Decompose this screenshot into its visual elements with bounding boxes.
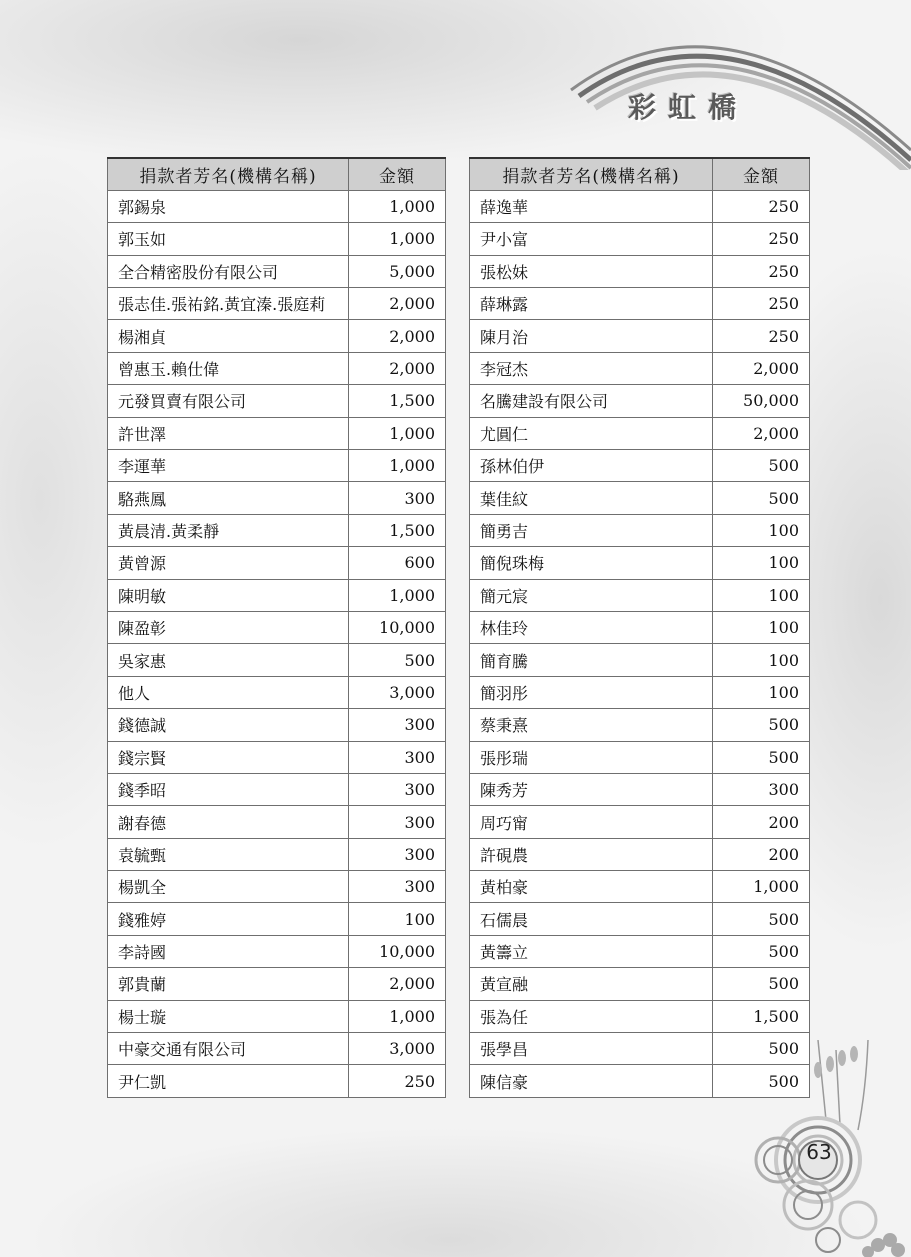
donation-amount-cell: 1,000 — [349, 417, 446, 449]
table-row — [108, 1033, 446, 1065]
table-row — [470, 450, 810, 482]
table-row — [470, 709, 810, 741]
table-row — [470, 547, 810, 579]
donation-amount-cell: 250 — [713, 190, 810, 222]
donation-amount-cell: 500 — [713, 741, 810, 773]
donor-name-cell: 黃宣融 — [470, 968, 713, 1000]
column-header-name: 捐款者芳名(機構名稱) — [108, 158, 349, 190]
table-row — [108, 547, 446, 579]
donor-name-cell: 陳信豪 — [470, 1065, 713, 1097]
table-row — [470, 806, 810, 838]
table-row — [470, 935, 810, 967]
donation-amount-cell: 300 — [349, 741, 446, 773]
donation-amount-cell: 200 — [713, 838, 810, 870]
donation-amount-cell: 100 — [713, 611, 810, 643]
column-header-amount: 金額 — [349, 158, 446, 190]
table-row — [470, 968, 810, 1000]
donor-name-cell: 謝春德 — [108, 806, 349, 838]
donor-name-cell: 薛逸華 — [470, 190, 713, 222]
donor-name-cell: 簡羽彤 — [470, 676, 713, 708]
table-row — [108, 223, 446, 255]
donation-amount-cell: 1,000 — [349, 579, 446, 611]
table-row — [108, 450, 446, 482]
donor-name-cell: 簡元宸 — [470, 579, 713, 611]
donor-name-cell: 郭錫泉 — [108, 190, 349, 222]
donation-amount-cell: 200 — [713, 806, 810, 838]
donation-amount-cell: 300 — [349, 838, 446, 870]
donation-amount-cell: 300 — [349, 871, 446, 903]
table-row — [470, 255, 810, 287]
donation-amount-cell: 100 — [349, 903, 446, 935]
column-header-amount: 金額 — [713, 158, 810, 190]
donor-name-cell: 黃籌立 — [470, 935, 713, 967]
table-row — [470, 741, 810, 773]
donor-name-cell: 許世澤 — [108, 417, 349, 449]
table-row — [108, 741, 446, 773]
table-row — [108, 579, 446, 611]
donor-name-cell: 袁毓甄 — [108, 838, 349, 870]
table-row — [108, 709, 446, 741]
donation-amount-cell: 1,500 — [713, 1000, 810, 1032]
donor-name-cell: 郭貴蘭 — [108, 968, 349, 1000]
donation-amount-cell: 250 — [713, 288, 810, 320]
donor-name-cell: 錢德誠 — [108, 709, 349, 741]
table-header-row — [470, 158, 810, 190]
donation-amount-cell: 100 — [713, 547, 810, 579]
donation-amount-cell: 2,000 — [349, 968, 446, 1000]
donor-name-cell: 蔡秉熹 — [470, 709, 713, 741]
donor-name-cell: 張學昌 — [470, 1033, 713, 1065]
donation-amount-cell: 300 — [349, 773, 446, 805]
table-row — [470, 190, 810, 222]
donation-amount-cell: 250 — [713, 223, 810, 255]
donor-name-cell: 簡倪珠梅 — [470, 547, 713, 579]
table-row — [470, 320, 810, 352]
donor-name-cell: 陳月治 — [470, 320, 713, 352]
donation-amount-cell: 500 — [713, 903, 810, 935]
table-row — [108, 676, 446, 708]
donation-amount-cell: 50,000 — [713, 385, 810, 417]
donor-name-cell: 郭玉如 — [108, 223, 349, 255]
donation-amount-cell: 500 — [713, 968, 810, 1000]
table-row — [470, 385, 810, 417]
donor-name-cell: 周巧甯 — [470, 806, 713, 838]
donor-name-cell: 吳家惠 — [108, 644, 349, 676]
table-row — [108, 1065, 446, 1097]
table-header-row — [108, 158, 446, 190]
table-row — [108, 903, 446, 935]
table-row — [470, 676, 810, 708]
donation-amount-cell: 100 — [713, 644, 810, 676]
donation-amount-cell: 2,000 — [349, 288, 446, 320]
table-row — [470, 223, 810, 255]
donor-name-cell: 孫林伯伊 — [470, 450, 713, 482]
donor-name-cell: 全合精密股份有限公司 — [108, 255, 349, 287]
donation-amount-cell: 250 — [713, 320, 810, 352]
donor-name-cell: 黃柏豪 — [470, 871, 713, 903]
donor-name-cell: 葉佳紋 — [470, 482, 713, 514]
donation-amount-cell: 500 — [713, 1033, 810, 1065]
brand-title: 彩虹橋 — [628, 91, 749, 124]
table-row — [108, 255, 446, 287]
donor-name-cell: 黃曾源 — [108, 547, 349, 579]
donation-amount-cell: 2,000 — [349, 320, 446, 352]
donation-amount-cell: 1,000 — [349, 1000, 446, 1032]
donation-amount-cell: 250 — [713, 255, 810, 287]
donation-amount-cell: 300 — [349, 709, 446, 741]
donation-amount-cell: 500 — [713, 1065, 810, 1097]
donor-name-cell: 李運華 — [108, 450, 349, 482]
table-row — [108, 288, 446, 320]
donor-name-cell: 尹仁凱 — [108, 1065, 349, 1097]
donor-name-cell: 錢宗賢 — [108, 741, 349, 773]
donor-name-cell: 陳盈彰 — [108, 611, 349, 643]
donor-name-cell: 簡勇吉 — [470, 514, 713, 546]
table-row — [470, 871, 810, 903]
table-row — [470, 514, 810, 546]
donor-name-cell: 張松妹 — [470, 255, 713, 287]
rainbow-arcs-decoration — [551, 0, 911, 170]
donation-amount-cell: 500 — [713, 482, 810, 514]
table-row — [108, 611, 446, 643]
donation-amount-cell: 1,000 — [713, 871, 810, 903]
donor-name-cell: 張為任 — [470, 1000, 713, 1032]
donation-amount-cell: 1,500 — [349, 514, 446, 546]
table-row — [108, 838, 446, 870]
table-row — [470, 417, 810, 449]
page-number: 63 — [806, 1140, 832, 1164]
table-row — [470, 482, 810, 514]
donation-amount-cell: 300 — [349, 482, 446, 514]
donation-amount-cell: 600 — [349, 547, 446, 579]
donor-name-cell: 黃晨清.黃柔靜 — [108, 514, 349, 546]
donor-name-cell: 石儒晨 — [470, 903, 713, 935]
table-row — [470, 611, 810, 643]
table-row — [470, 579, 810, 611]
donor-name-cell: 楊湘貞 — [108, 320, 349, 352]
donor-name-cell: 名騰建設有限公司 — [470, 385, 713, 417]
donation-amount-cell: 2,000 — [349, 352, 446, 384]
donor-name-cell: 陳秀芳 — [470, 773, 713, 805]
table-row — [108, 644, 446, 676]
donor-name-cell: 楊凱全 — [108, 871, 349, 903]
donation-amount-cell: 100 — [713, 514, 810, 546]
donation-amount-cell: 3,000 — [349, 1033, 446, 1065]
donation-amount-cell: 5,000 — [349, 255, 446, 287]
donor-name-cell: 楊士璇 — [108, 1000, 349, 1032]
donor-name-cell: 薛琳露 — [470, 288, 713, 320]
donation-amount-cell: 500 — [713, 935, 810, 967]
donor-name-cell: 尹小富 — [470, 223, 713, 255]
donation-amount-cell: 500 — [713, 450, 810, 482]
table-row — [108, 190, 446, 222]
donor-name-cell: 許硯農 — [470, 838, 713, 870]
table-row — [470, 838, 810, 870]
table-row — [108, 871, 446, 903]
table-row — [108, 320, 446, 352]
donation-amount-cell: 300 — [349, 806, 446, 838]
table-row — [108, 1000, 446, 1032]
table-row — [470, 644, 810, 676]
donor-table-right — [469, 157, 810, 1098]
table-row — [108, 385, 446, 417]
donation-amount-cell: 250 — [349, 1065, 446, 1097]
donor-name-cell: 張志佳.張祐銘.黃宜溱.張庭莉 — [108, 288, 349, 320]
donation-amount-cell: 500 — [713, 709, 810, 741]
donation-amount-cell: 3,000 — [349, 676, 446, 708]
donor-name-cell: 林佳玲 — [470, 611, 713, 643]
donor-name-cell: 尤圓仁 — [470, 417, 713, 449]
donation-amount-cell: 1,000 — [349, 223, 446, 255]
table-row — [108, 482, 446, 514]
donation-amount-cell: 2,000 — [713, 417, 810, 449]
donor-name-cell: 張彤瑞 — [470, 741, 713, 773]
donor-name-cell: 他人 — [108, 676, 349, 708]
table-row — [108, 935, 446, 967]
table-row — [470, 1000, 810, 1032]
donation-amount-cell: 10,000 — [349, 611, 446, 643]
donor-name-cell: 中豪交通有限公司 — [108, 1033, 349, 1065]
donation-amount-cell: 10,000 — [349, 935, 446, 967]
donor-name-cell: 李冠杰 — [470, 352, 713, 384]
table-row — [108, 417, 446, 449]
donation-amount-cell: 1,500 — [349, 385, 446, 417]
donor-name-cell: 元發買賣有限公司 — [108, 385, 349, 417]
table-row — [470, 773, 810, 805]
donation-amount-cell: 1,000 — [349, 190, 446, 222]
table-row — [108, 514, 446, 546]
donation-amount-cell: 2,000 — [713, 352, 810, 384]
donation-amount-cell: 100 — [713, 579, 810, 611]
table-row — [108, 806, 446, 838]
donor-table-left — [107, 157, 446, 1098]
donation-amount-cell: 1,000 — [349, 450, 446, 482]
table-row — [108, 773, 446, 805]
table-row — [108, 352, 446, 384]
donor-name-cell: 陳明敏 — [108, 579, 349, 611]
donor-name-cell: 錢雅婷 — [108, 903, 349, 935]
table-row — [470, 903, 810, 935]
donation-amount-cell: 300 — [713, 773, 810, 805]
column-header-name: 捐款者芳名(機構名稱) — [470, 158, 713, 190]
donation-amount-cell: 100 — [713, 676, 810, 708]
donor-name-cell: 駱燕鳳 — [108, 482, 349, 514]
donor-name-cell: 錢季昭 — [108, 773, 349, 805]
donor-name-cell: 李詩國 — [108, 935, 349, 967]
donor-name-cell: 簡育騰 — [470, 644, 713, 676]
donor-name-cell: 曾惠玉.賴仕偉 — [108, 352, 349, 384]
table-row — [108, 968, 446, 1000]
donation-amount-cell: 500 — [349, 644, 446, 676]
table-row — [470, 352, 810, 384]
table-row — [470, 288, 810, 320]
